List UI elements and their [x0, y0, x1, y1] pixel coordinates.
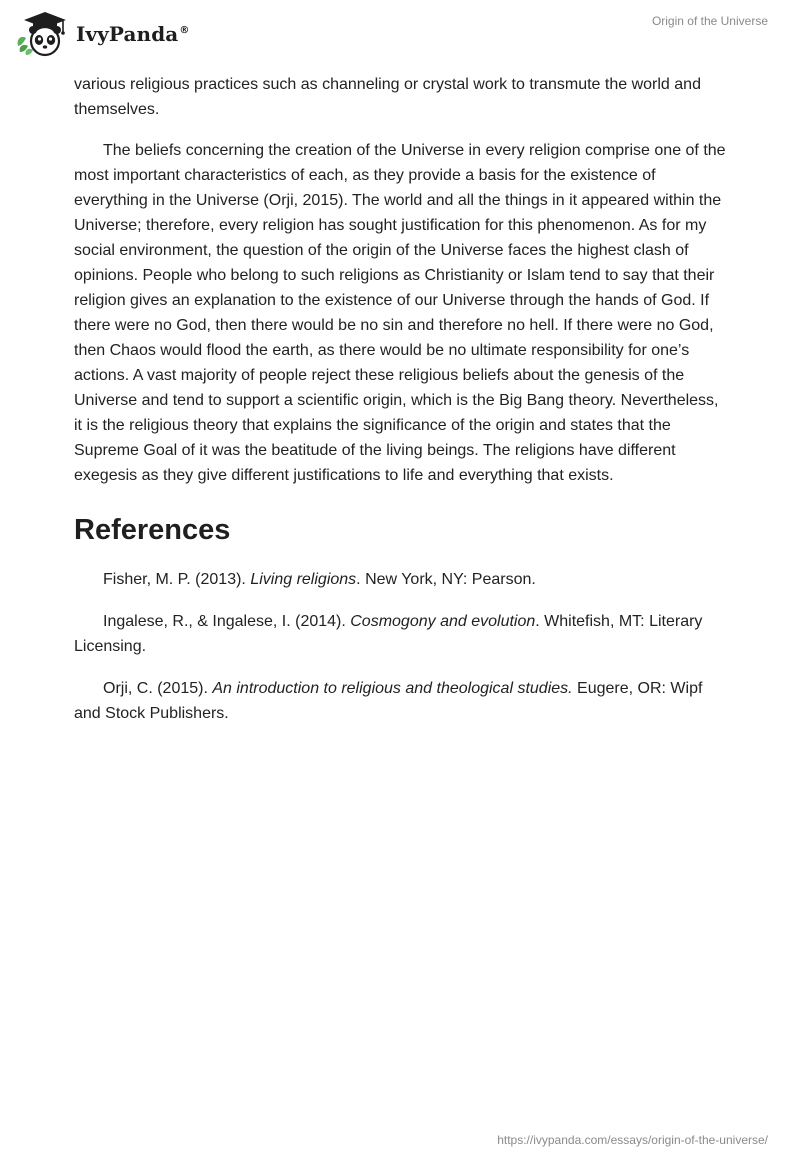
brand-name: IvyPanda® — [76, 22, 190, 46]
reference-item: Orji, C. (2015). An introduction to religious and theological studies. Eugere, OR: Wipf and Stock Publishers. — [74, 680, 703, 722]
essay-content — [74, 72, 726, 743]
ivypanda-logo[interactable] — [14, 8, 189, 58]
source-url-link[interactable]: https://ivypanda.com/essays/origin-of-the-universe/ — [497, 1133, 768, 1147]
page-header — [0, 0, 800, 64]
document-title: Origin of the Universe — [651, 14, 768, 28]
reference-item: Fisher, M. P. (2013). Living religions. New York, NY: Pearson. — [103, 571, 536, 588]
paragraph-creation-beliefs: The beliefs concerning the creation of the Universe in every religion comprise one of the most important characteristics of each, as they provide a basis for the existence of everything in the Universe (Orji, 2015). The world and all the things in it appeared within the Universe; therefore, every religion has sought justification for this phenomenon. As for my social environment, the question of the origin of the Universe faces the highest clash of opinions. People who belong to such religions as Christianity or Islam tend to say that their religion gives an explanation to the existence of our Universe through the hands of God. If there were no God, then there would be no sin and therefore no hell. If there were no God, then Chaos would flood the earth, as there would be no ultimate responsibility for one’s actions. A vast majority of people reject these religious beliefs about the genesis of the Universe and tend to support a scientific origin, which is the Big Bang theory. Nevertheless, it is the religious theory that explains the significance of the origin and states that the Supreme Goal of it was the beatitude of the living beings. The religions have different exegesis as they give different justifications to life and everything that exists. — [74, 142, 726, 484]
references-heading: References — [74, 514, 231, 546]
paragraph-continued: various religious practices such as channeling or crystal work to transmute the world and themselves. — [74, 76, 701, 118]
reference-item: Ingalese, R., & Ingalese, I. (2014). Cosmogony and evolution. Whitefish, MT: Literary Licensing. — [74, 613, 703, 655]
panda-graduate-icon — [14, 8, 70, 58]
